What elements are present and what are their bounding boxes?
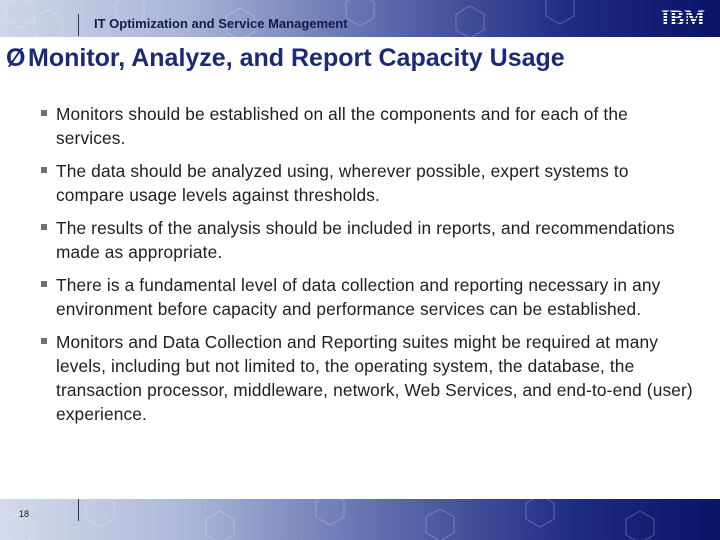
bullet-text: Monitors and Data Collection and Reporting suites might be required at many levels, including but not limited to, the operating system, the database, the transaction processor, middleware, network, Web Services, and end-to-end (user) experience. — [56, 332, 693, 424]
ibm-logo-text: IBM — [661, 5, 705, 30]
bullet-square-icon — [41, 167, 47, 173]
slide-title — [6, 44, 565, 73]
bullet-text: The data should be analyzed using, wherever possible, expert systems to compare usage levels against thresholds. — [56, 161, 629, 205]
bullet-text: The results of the analysis should be included in reports, and recommendations made as appropriate. — [56, 218, 675, 262]
bullet-item — [38, 273, 698, 321]
header-divider — [78, 14, 79, 36]
bullet-list — [38, 102, 698, 435]
page-number: 18 — [19, 509, 30, 519]
bullet-text: There is a fundamental level of data collection and reporting necessary in any environment before capacity and performance services can be established. — [56, 275, 661, 319]
footer-bar — [0, 499, 720, 540]
header-bar — [0, 0, 720, 37]
bullet-item — [38, 330, 698, 426]
slide-title-text: Monitor, Analyze, and Report Capacity Usage — [28, 44, 565, 72]
ibm-logo — [656, 4, 710, 30]
title-arrow-icon: Ø — [6, 44, 26, 72]
footer-divider — [78, 499, 79, 521]
bullet-text: Monitors should be established on all the components and for each of the services. — [56, 104, 628, 148]
bullet-item — [38, 102, 698, 150]
bullet-square-icon — [41, 224, 47, 230]
bullet-square-icon — [41, 281, 47, 287]
header-title: IT Optimization and Service Management — [94, 16, 348, 31]
bullet-item — [38, 216, 698, 264]
bullet-square-icon — [41, 110, 47, 116]
bullet-item — [38, 159, 698, 207]
bullet-square-icon — [41, 338, 47, 344]
hexagon-pattern — [0, 499, 720, 540]
